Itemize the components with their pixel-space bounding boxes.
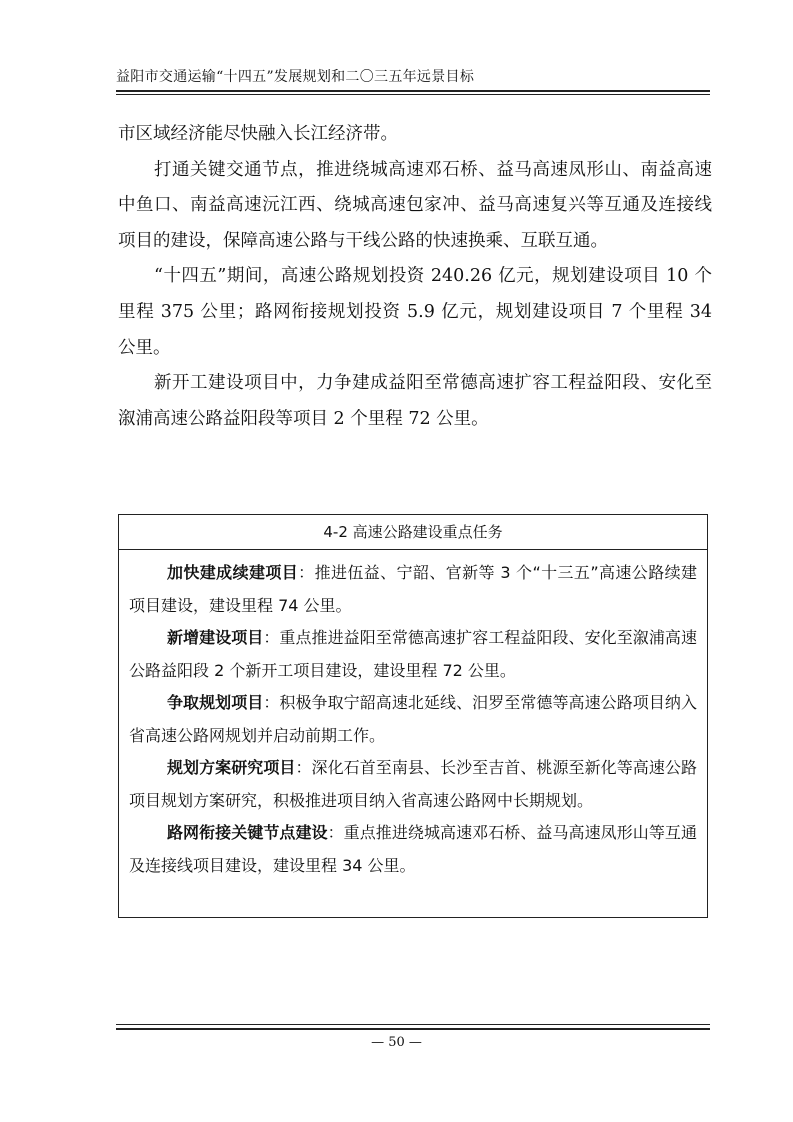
header-rule-thin <box>116 94 710 95</box>
task-text: ：重点推进绕城高速邓石桥、益马高速凤形山等互通及连接线项目建设，建设里程 34 公里。 <box>129 823 697 875</box>
header-rule-thick <box>116 90 710 92</box>
body-text <box>118 117 712 437</box>
paragraph: “十四五”期间，高速公路规划投资 240.26 亿元，规划建设项目 10 个里程 375 公里；路网衔接规划投资 5.9 亿元，规划建设项目 7 个里程 34 公里。 <box>118 266 712 358</box>
footer-rule-thin <box>116 1024 710 1025</box>
paragraph: 市区域经济能尽快融入长江经济带。 <box>118 124 398 144</box>
task-item <box>129 817 697 882</box>
task-text: ：深化石首至南县、长沙至吉首、桃源至新化等高速公路项目规划方案研究，积极推进项目纳入省高速公路网中长期规划。 <box>129 758 697 810</box>
task-label: 规划方案研究项目 <box>167 758 296 777</box>
task-label: 路网衔接关键节点建设 <box>167 823 328 842</box>
task-item <box>129 752 697 817</box>
task-label: 新增建设项目 <box>167 628 264 647</box>
task-item <box>129 687 697 752</box>
task-text: ：积极争取宁韶高速北延线、汨罗至常德等高速公路项目纳入省高速公路网规划并启动前期工作。 <box>129 693 697 745</box>
key-tasks-box <box>118 514 708 918</box>
page-number: — 50 — <box>371 1035 422 1050</box>
task-text: ：重点推进益阳至常德高速扩容工程益阳段、安化至溆浦高速公路益阳段 2 个新开工项目建设，建设里程 72 公里。 <box>129 628 697 680</box>
task-label: 加快建成续建项目 <box>167 563 299 582</box>
box-title: 4-2 高速公路建设重点任务 <box>119 515 707 550</box>
paragraph: 打通关键交通节点，推进绕城高速邓石桥、益马高速凤形山、南益高速中鱼口、南益高速沅江西、绕城高速包家冲、益马高速复兴等互通及连接线项目的建设，保障高速公路与干线公路的快速换乘、互联互通。 <box>118 159 712 251</box>
box-body <box>119 550 707 882</box>
task-item <box>129 622 697 687</box>
footer-rule-thick <box>116 1028 710 1030</box>
task-text: ：推进伍益、宁韶、官新等 3 个“十三五”高速公路续建项目建设，建设里程 74 公里。 <box>129 563 697 615</box>
task-label: 争取规划项目 <box>167 693 264 712</box>
task-item <box>129 557 697 622</box>
running-header: 益阳市交通运输“十四五”发展规划和二〇三五年远景目标 <box>116 69 475 85</box>
paragraph: 新开工建设项目中，力争建成益阳至常德高速扩容工程益阳段、安化至溆浦高速公路益阳段等项目 2 个里程 72 公里。 <box>118 373 712 429</box>
